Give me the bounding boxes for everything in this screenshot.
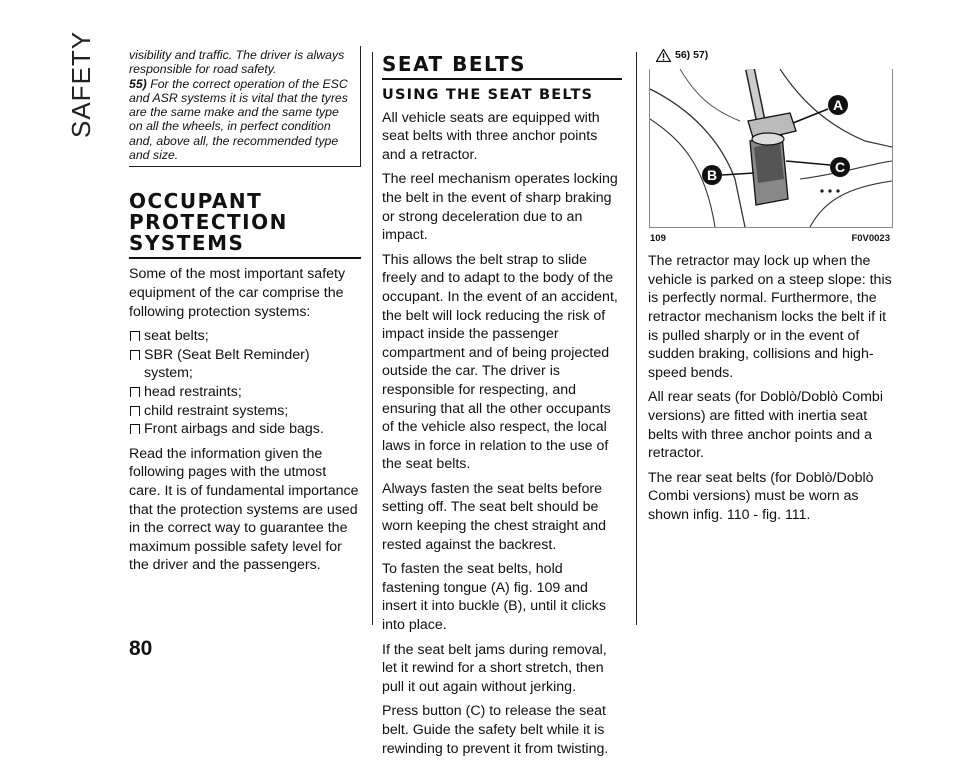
note-55-text: For the correct operation of the ESC and ASR systems it is vital that the tyres are the same make and the same type on all the wheels, in perfect condition and, above all, the recommended type and size. (129, 76, 348, 163)
column-right (648, 46, 892, 531)
paragraph: The retractor may lock up when the vehicle is parked on a steep slope: this is perfectly normal. Furthermore, the retractor mechanism locks the belt if it is pulled sharply or in the event of sudden braking, collisions and high-speed bends. (648, 253, 892, 381)
section-tab (66, 30, 106, 140)
callout-b: B (706, 166, 718, 183)
note-continued-text: visibility and traffic. The driver is always responsible for road safety. (129, 48, 345, 77)
figure-caption (650, 230, 890, 249)
paragraph: All rear seats (for Doblò/Doblò Combi versions) are fitted with inertia seat belts with three anchor points and a retractor. (648, 389, 883, 462)
list-item: child restraint systems; (129, 402, 361, 421)
figure-code: F0V0023 (851, 232, 890, 244)
paragraph: If the seat belt jams during removal, let it rewind for a short stretch, then pull it out again without jerking. (382, 641, 607, 695)
using-seat-belts-subheading: USING THE SEAT BELTS (382, 87, 594, 103)
paragraph: The reel mechanism operates locking the belt in the event of sharp braking or strong deceleration due to an impact. (382, 171, 618, 244)
paragraph: Press button (C) to release the seat belt. Guide the safety belt while it is rewinding to prevent it from twisting. (382, 703, 609, 757)
column-middle (382, 46, 622, 764)
callout-c: C (834, 158, 846, 175)
read-information-paragraph: Read the information given the following pages with the utmost care. It is of fundamental importance that the protection systems are used in the correct way to guarantee the maximum possible safety level for the driver and the passengers. (129, 445, 359, 574)
paragraph: This allows the belt strap to slide freely and to adapt to the body of the occupant. In the event of an accident, the belt will lock reducing the risk of impact inside the passenger compartment and of being projected outside the car. The driver is responsible for respecting, and ensuring that all the other occupants of the vehicle also respect, the local laws in force in relation to the use of the seat belts. (382, 251, 618, 473)
column-divider-right (636, 52, 637, 625)
note-55-number: 55) (129, 76, 147, 91)
paragraph: The rear seat belts (for Doblò/Doblò Combi versions) must be worn as shown infig. 110 - fig. 111. (648, 469, 874, 523)
warning-triangle-icon (656, 49, 671, 62)
seat-belt-illustration (650, 69, 892, 227)
paragraph: All vehicle seats are equipped with seat belts with three anchor points and a retractor. (382, 109, 600, 163)
warning-ref-numbers: 56) 57) (675, 49, 709, 61)
intro-paragraph: Some of the most important safety equipment of the car comprise the following protection systems: (129, 266, 346, 320)
figure-number: 109 (650, 232, 666, 244)
warning-references (656, 46, 892, 65)
paragraph: To fasten the seat belts, hold fastening tongue (A) fig. 109 and insert it into buckle (B), until it clicks into place. (382, 561, 606, 634)
list-item: SBR (Seat Belt Reminder) system; (129, 346, 361, 383)
list-item: head restraints; (129, 383, 361, 402)
protection-systems-list (129, 327, 361, 439)
page-number: 80 (129, 637, 153, 660)
list-item: seat belts; (129, 327, 361, 346)
column-divider-left (372, 52, 373, 625)
note-55 (129, 77, 354, 163)
seat-belt-figure (649, 69, 893, 228)
paragraph: Always fasten the seat belts before setting off. The seat belt should be worn keeping the chest straight and rested against the backrest. (382, 480, 606, 553)
seat-belts-heading: SEAT BELTS (382, 54, 622, 80)
list-item: Front airbags and side bags. (129, 420, 361, 439)
callout-a: A (832, 96, 844, 113)
note-box (129, 46, 361, 167)
section-tab-label: SAFETY (66, 30, 96, 138)
column-left (129, 46, 361, 581)
occupant-protection-heading: OCCUPANT PROTECTION SYSTEMS (129, 191, 361, 259)
